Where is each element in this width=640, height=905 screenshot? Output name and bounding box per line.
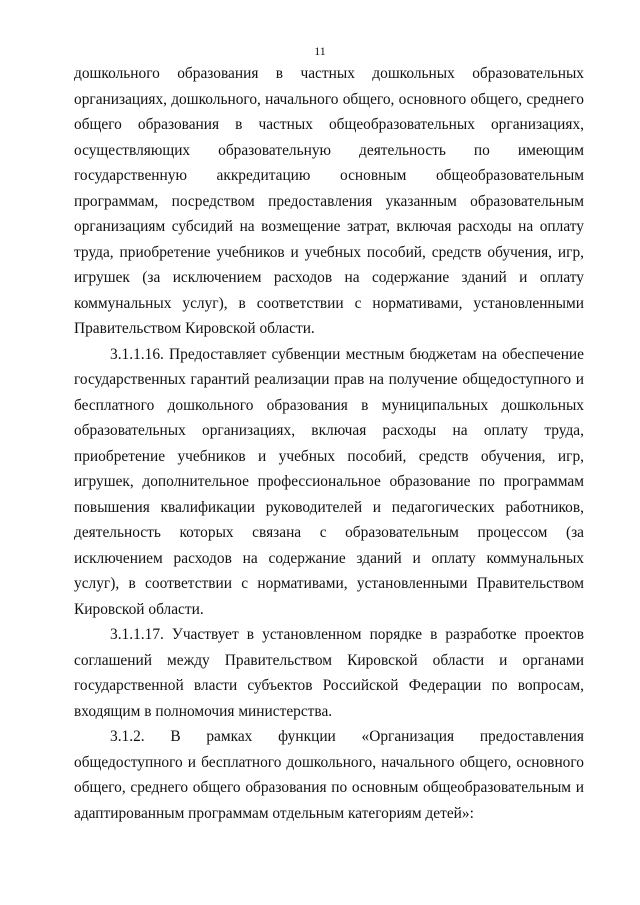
paragraph-3-1-1-17: 3.1.1.17. Участвует в установленном порядке в разработке проектов соглашений между Правительством Кировской области и органами государственной власти субъектов Российской Федерации по вопросам, входящим в полномочия министерства. xyxy=(74,626,584,720)
paragraph-3-1-2: 3.1.2. В рамках функции «Организация предоставления общедоступного и бесплатного дошкольного, начального общего, основного общего, среднего общего образования по основным общеобразовательным и адаптированным программам отдельным категориям детей»: xyxy=(74,728,584,822)
page-number: 11 xyxy=(314,44,326,58)
paragraph-continuation: дошкольного образования в частных дошкольных образовательных организациях, дошкольного, начального общего, основного общего, среднего общего образования в частных общеобразовательных организациях, осуществляющих образовательную деятельность по имеющим государственную аккредитацию основным общеобразовательным программам, посредством предоставления указанным образовательным организациям субсидий на возмещение затрат, включая расходы на оплату труда, приобретение учебников и учебных пособий, средств обучения, игр, игрушек (за исключением расходов на содержание зданий и оплату коммунальных услуг), в соответствии с нормативами, установленными Правительством Кировской области. xyxy=(74,65,584,337)
paragraph-3-1-1-16: 3.1.1.16. Предоставляет субвенции местным бюджетам на обеспечение государственных гарантий реализации прав на получение общедоступного и бесплатного дошкольного образования в муниципальных дошкольных образовательных организациях, включая расходы на оплату труда, приобретение учебников и учебных пособий, средств обучения, игр, игрушек, дополнительное профессиональное образование по программам повышения квалификации руководителей и педагогических работников, деятельность которых связана с образовательным процессом (за исключением расходов на содержание зданий и оплату коммунальных услуг), в соответствии с нормативами, установленными Правительством Кировской области. xyxy=(74,345,584,618)
document-body xyxy=(74,61,584,826)
